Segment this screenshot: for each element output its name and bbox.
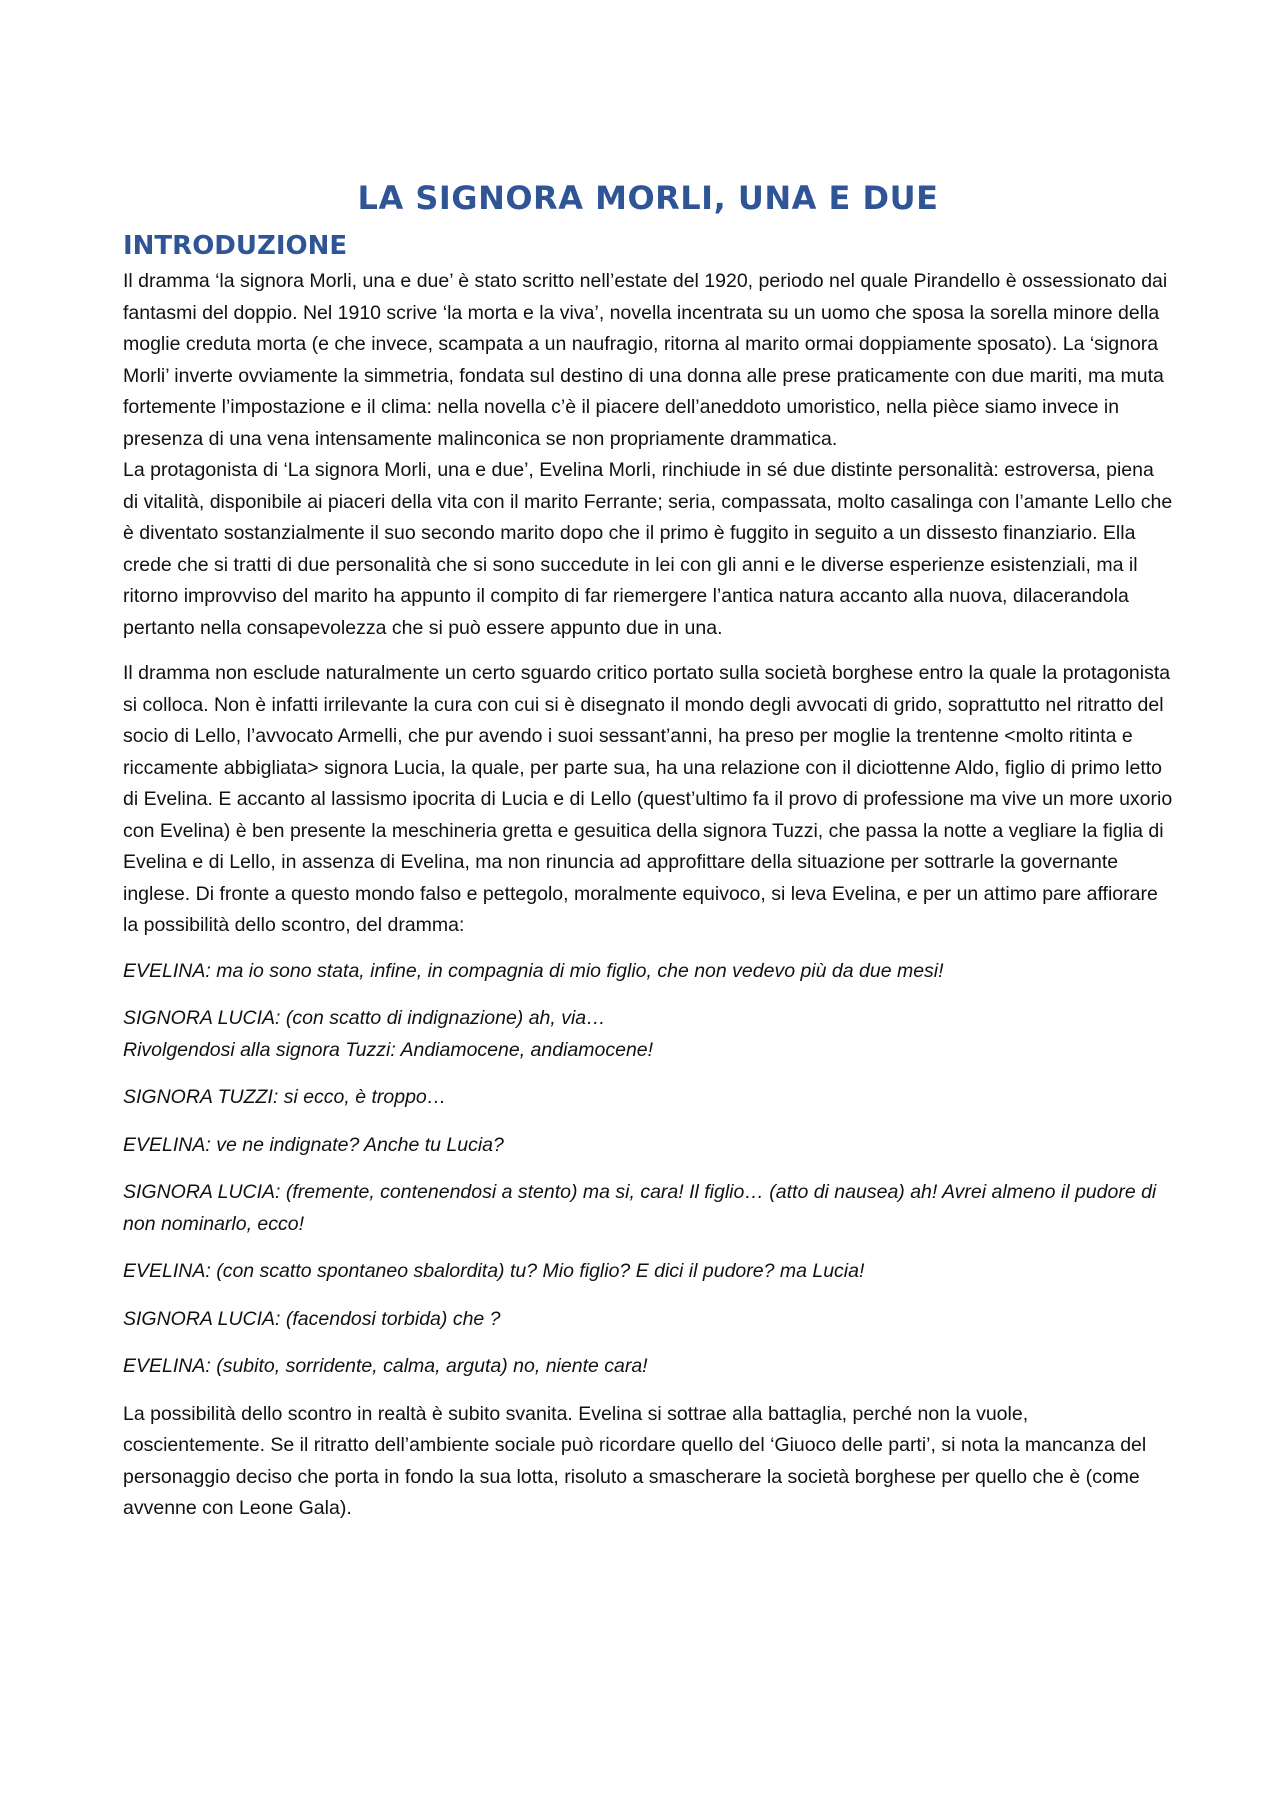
- dialogue-line: SIGNORA LUCIA: (fremente, contenendosi a stento) ma si, cara! Il figlio… (atto di nausea) ah! Avrei almeno il pudore di non nominarlo, ecco!: [123, 1181, 1157, 1235]
- body-paragraph: Il dramma non esclude naturalmente un certo sguardo critico portato sulla società borghese entro la quale la protagonista si colloca. Non è infatti irrilevante la cura con cui si è disegnato il mondo degli avvocati di grido, soprattutto nel ritratto del socio di Lello, l’avvocato Armelli, che pur avendo i suoi sessant’anni, ha preso per moglie la trentenne <molto ritinta e riccamente abbigliata> signora Lucia, la quale, per parte sua, ha una relazione con il diciottenne Aldo, figlio di primo letto di Evelina. E accanto al lassismo ipocrita di Lucia e di Lello (quest’ultimo fa il provo di professione ma vive un more uxorio con Evelina) è ben presente la meschineria gretta e gesuitica della signora Tuzzi, che passa la notte a vegliare la figlia di Evelina e di Lello, in assenza di Evelina, ma non rinuncia ad approfittare della situazione per sottrarle la governante inglese. Di fronte a questo mondo falso e pettegolo, moralmente equivoco, si leva Evelina, e per un attimo pare affiorare la possibilità dello scontro, del dramma:: [123, 662, 1173, 936]
- dialogue-line: EVELINA: ma io sono stata, infine, in compagnia di mio figlio, che non vedevo più da due mesi!: [123, 959, 944, 982]
- dialogue-line: SIGNORA LUCIA: (facendosi torbida) che ?: [123, 1307, 501, 1330]
- section-heading: INTRODUZIONE: [123, 231, 348, 261]
- dialogue-line: EVELINA: (subito, sorridente, calma, arguta) no, niente cara!: [123, 1355, 648, 1377]
- dialogue-line-group: [123, 1003, 1173, 1066]
- stage-direction: Rivolgendosi alla signora Tuzzi: Andiamocene, andiamocene!: [123, 1038, 654, 1061]
- intro-paragraph-1: Il dramma ‘la signora Morli, una e due’ è stato scritto nell’estate del 1920, periodo nel quale Pirandello è ossessionato dai fantasmi del doppio. Nel 1910 scrive ‘la morta e la viva’, novella incentrata su un uomo che sposa la sorella minore della moglie creduta morta (e che invece, scampata a un naufragio, ritorna al marito ormai doppiamente sposato). La ‘signora Morli’ inverte ovviamente la simmetria, fondata sul destino di una donna alle prese praticamente con due mariti, ma muta fortemente l’impostazione e il clima: nella novella c’è il piacere dell’aneddoto umoristico, nella pièce siamo invece in presenza di una vena intensamente malinconica se non propriamente drammatica.: [123, 270, 1168, 450]
- document-title: LA SIGNORA MORLI, UNA E DUE: [357, 179, 939, 217]
- document-page: [123, 176, 1173, 1539]
- dialogue-line: EVELINA: (con scatto spontaneo sbalordita) tu? Mio figlio? E dici il pudore? ma Lucia!: [123, 1260, 865, 1282]
- closing-paragraph: La possibilità dello scontro in realtà è subito svanita. Evelina si sottrae alla battaglia, perché non la vuole, coscientemente. Se il ritratto dell’ambiente sociale può ricordare quello del ‘Giuoco delle parti’, si nota la mancanza del personaggio deciso che porta in fondo la sua lotta, risoluto a smascherare la società borghese per quello che è (come avvenne con Leone Gala).: [123, 1402, 1147, 1519]
- dialogue-line: SIGNORA TUZZI: si ecco, è troppo…: [123, 1086, 447, 1108]
- dialogue-line: SIGNORA LUCIA: (con scatto di indignazione) ah, via…: [123, 1007, 606, 1029]
- intro-paragraph-2: La protagonista di ‘La signora Morli, una e due’, Evelina Morli, rinchiude in sé due distinte personalità: estroversa, piena di vitalità, disponibile ai piaceri della vita con il marito Ferrante; seria, compassata, molto casalinga con l’amante Lello che è diventato sostanzialmente il suo secondo marito dopo che il primo è fuggito in seguito a un dissesto finanziario. Ella crede che si tratti di due personalità che si sono succedute in lei con gli anni e le diverse esperienze esistenziali, ma il ritorno improvviso del marito ha appunto il compito di far riemergere l’antica natura accanto alla nuova, dilacerandola pertanto nella consapevolezza che si può essere appunto due in una.: [123, 459, 1173, 639]
- dialogue-line: EVELINA: ve ne indignate? Anche tu Lucia?: [123, 1133, 504, 1156]
